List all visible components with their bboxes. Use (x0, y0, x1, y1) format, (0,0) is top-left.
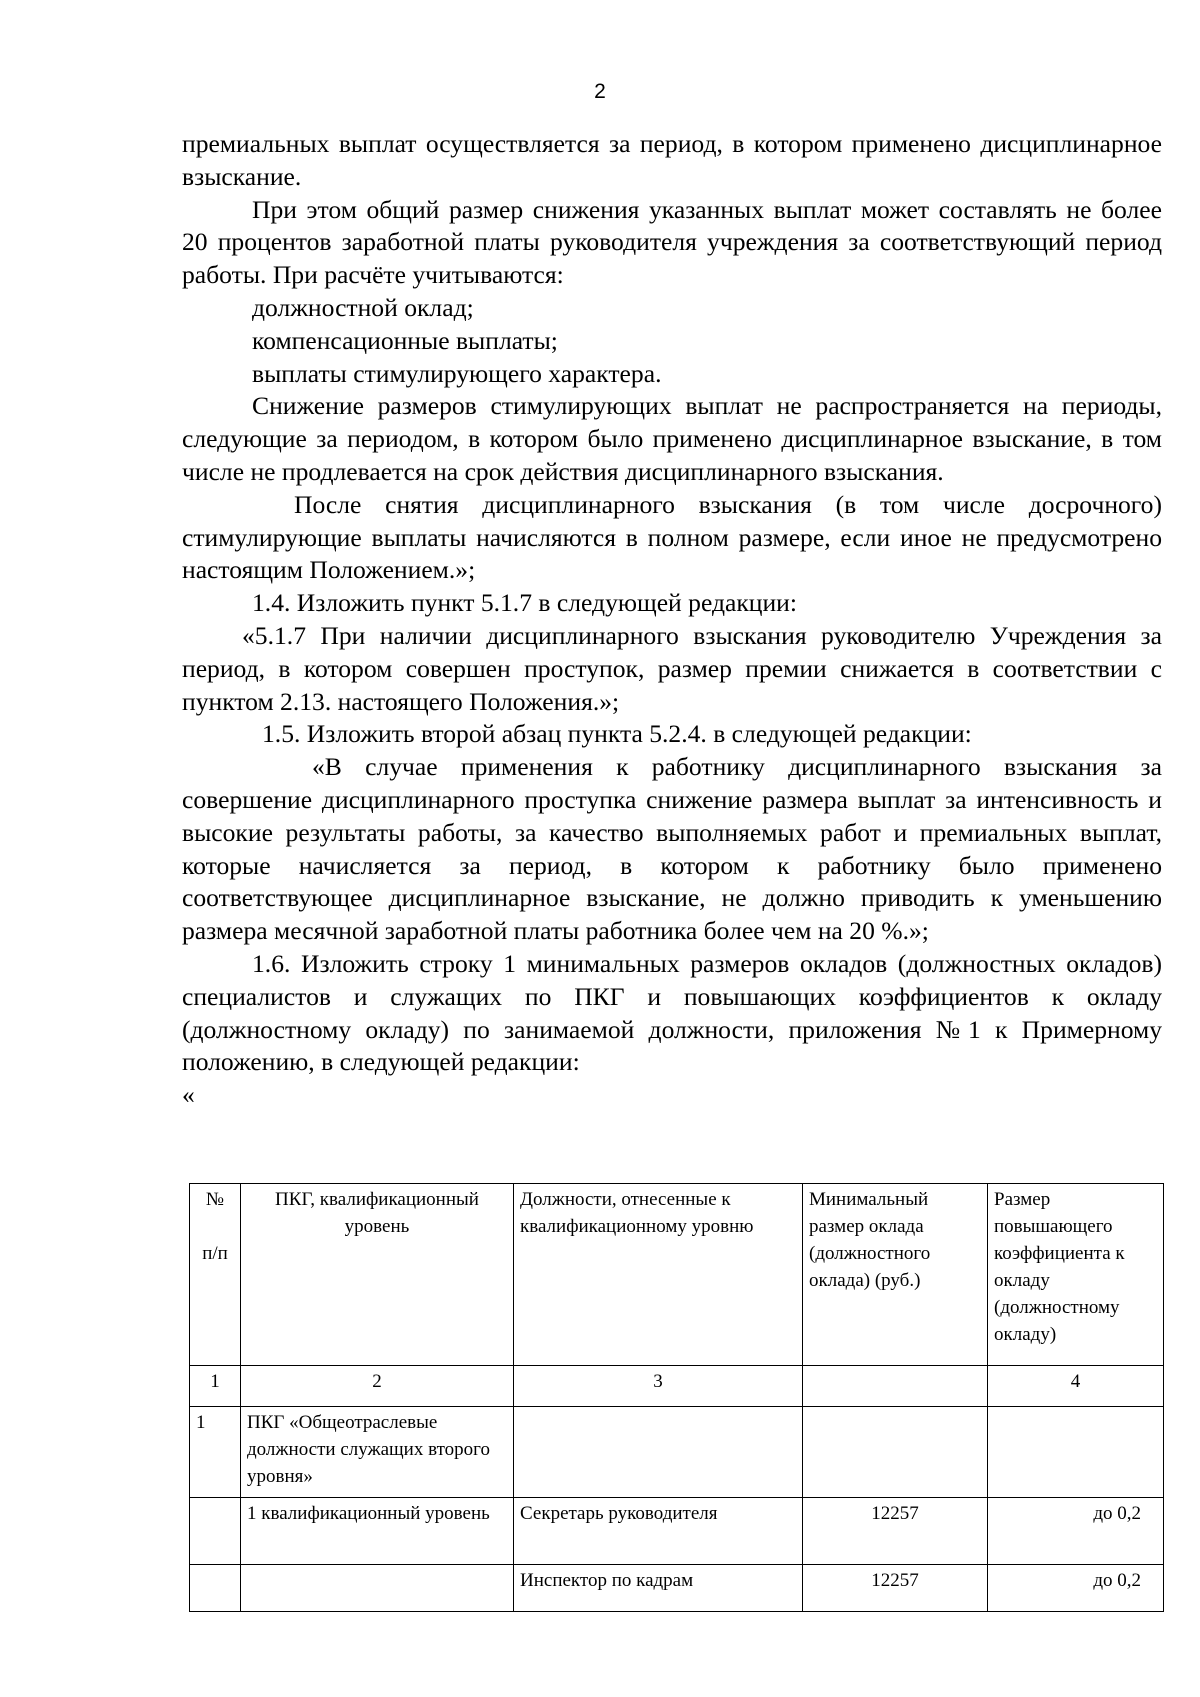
header-pkg: ПКГ, квалификационный уровень (241, 1184, 514, 1366)
list-item: компенсационные выплаты; (252, 325, 558, 355)
col-number: 4 (988, 1366, 1164, 1407)
position-cell: Инспектор по кадрам (514, 1565, 803, 1612)
paragraph: премиальных выплат осуществляется за период, в котором применено дисциплинарное взыскание. (182, 129, 1162, 191)
coef-cell: до 0,2 (988, 1565, 1164, 1612)
table-header-row (190, 1184, 1164, 1366)
pkg-cell: ПКГ «Общеотраслевые должности служащих второго уровня» (241, 1407, 514, 1498)
page-number: 2 (594, 80, 606, 103)
table-cell (514, 1407, 803, 1498)
list-item: выплаты стимулирующего характера. (252, 358, 662, 388)
pkg-cell: 1 квалификационный уровень (241, 1498, 514, 1565)
header-coef: Размер повышающего коэффициента к окладу (должностному окладу) (988, 1184, 1164, 1366)
salary-cell: 12257 (803, 1565, 988, 1612)
col-number: 3 (514, 1366, 803, 1407)
salary-cell: 12257 (803, 1498, 988, 1565)
col-number: 2 (241, 1366, 514, 1407)
col-number: 1 (190, 1366, 241, 1407)
header-salary: Минимальный размер оклада (должностного оклада) (руб.) (803, 1184, 988, 1366)
salary-table (189, 1183, 1164, 1612)
table-row (190, 1565, 1164, 1612)
paragraph: «5.1.7 При наличии дисциплинарного взыскания руководителю Учреждения за период, в котором совершен проступок, размер премии снижается в соответствии с пунктом 2.13. настоящего Положения.»; (182, 620, 1162, 716)
paragraph: При этом общий размер снижения указанных выплат может составлять не более 20 процентов заработной платы руководителя учреждения за соответствующий период работы. При расчёте учитываются: (182, 194, 1162, 290)
table-cell (803, 1407, 988, 1498)
table-cell (190, 1565, 241, 1612)
table-row (190, 1407, 1164, 1498)
table-cell (988, 1407, 1164, 1498)
paragraph: 1.4. Изложить пункт 5.1.7 в следующей редакции: (252, 588, 797, 618)
position-cell: Секретарь руководителя (514, 1498, 803, 1565)
paragraph: Снижение размеров стимулирующих выплат не распространяется на периоды, следующие за периодом, в котором было применено дисциплинарное взыскание, в том числе не продлевается на срок действия дисциплинарного взыскания. (182, 391, 1162, 486)
document-body (182, 128, 1162, 1110)
paragraph: 1.5. Изложить второй абзац пункта 5.2.4. в следующей редакции: (262, 719, 972, 749)
coef-cell: до 0,2 (988, 1498, 1164, 1565)
paragraph: «В случае применения к работнику дисциплинарного взыскания за совершение дисциплинарного проступка снижение размера выплат за интенсивность и высокие результаты работы, за качество выполняемых работ и премиальных выплат, которые начисляется за период, в котором к работнику было применено соответствующее дисциплинарное взыскание, не должно приводить к уменьшению размера месячной заработной платы работника более чем на 20 %.»; (182, 752, 1162, 946)
table-row (190, 1366, 1164, 1407)
header-positions: Должности, отнесенные к квалификационному уровню (514, 1184, 803, 1366)
paragraph: После снятия дисциплинарного взыскания (в том числе досрочного) стимулирующие выплаты начисляются в полном размере, если иное не предусмотрено настоящим Положением.»; (182, 489, 1162, 585)
table-cell (190, 1498, 241, 1565)
list-item: должностной оклад; (252, 292, 474, 322)
table-row (190, 1498, 1164, 1565)
quote-mark: « (182, 1080, 195, 1110)
row-number: 1 (190, 1407, 241, 1498)
header-num: № п/п (190, 1184, 241, 1366)
paragraph: 1.6. Изложить строку 1 минимальных размеров окладов (должностных окладов) специалистов и служащих по ПКГ и повышающих коэффициентов к окладу (должностному окладу) по занимаемой должности, приложения №1 к Примерному положению, в следующей редакции: (182, 948, 1162, 1077)
col-number (803, 1366, 988, 1407)
table-cell (241, 1565, 514, 1612)
